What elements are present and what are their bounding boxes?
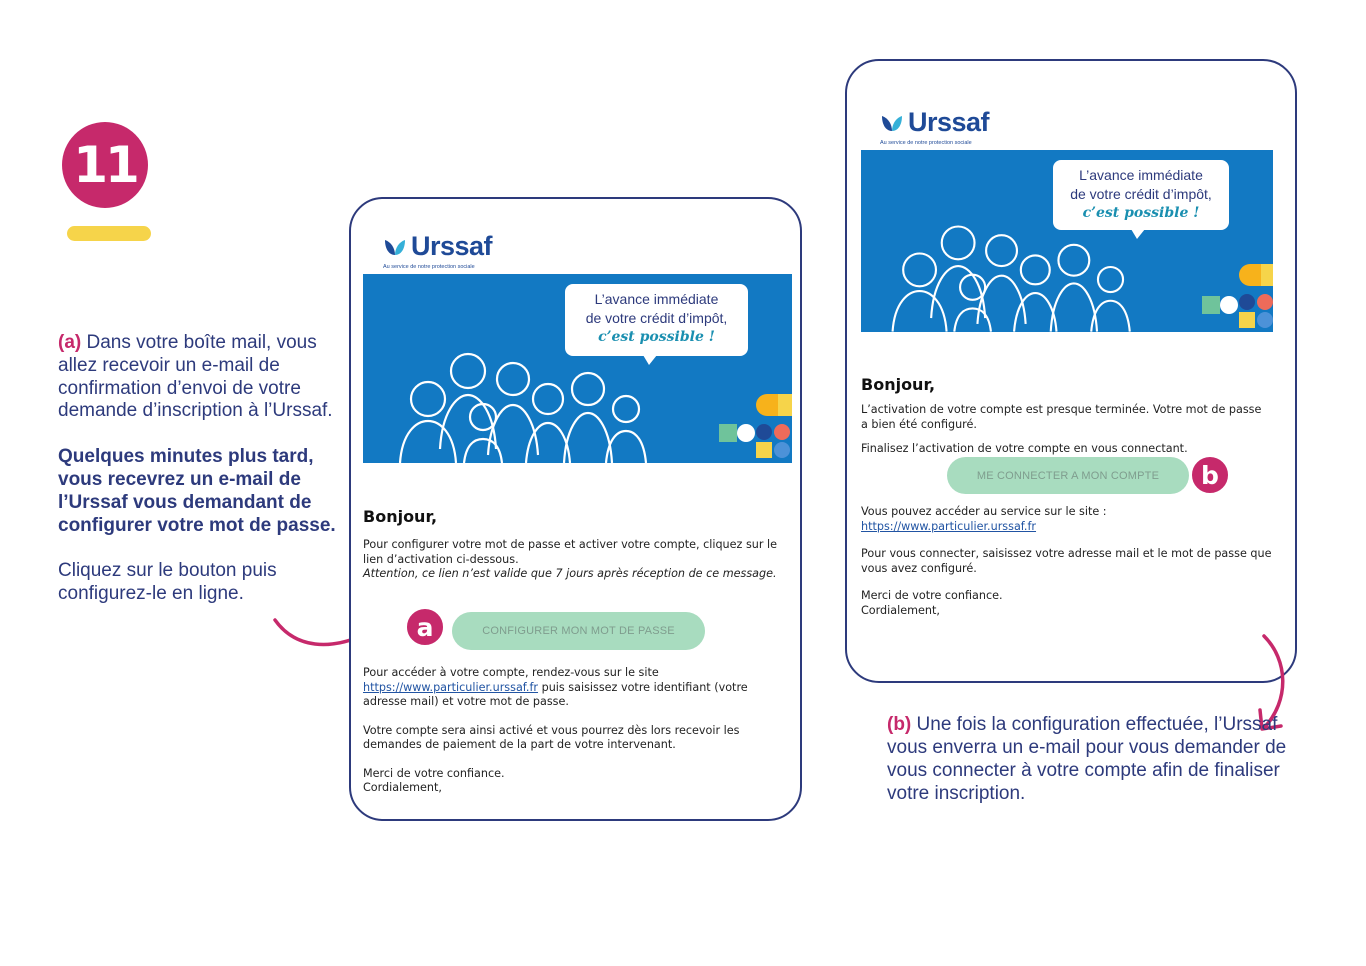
para2-a [363, 666, 791, 710]
para1-b: L’activation de votre compte est presque terminée. Votre mot de passe a bien été configuré. [861, 403, 1262, 431]
thanks-b: Merci de votre confiance. [861, 589, 1003, 602]
tag-a: (a) [58, 332, 82, 353]
para1-a: Pour configurer votre mot de passe et activer votre compte, cliquez sur le lien d’activation ci-dessous. [363, 538, 778, 566]
para3-a: Votre compte sera ainsi activé et vous pourrez dès lors recevoir les demandes de paiement de la part de votre intervenant. [363, 723, 740, 751]
banner-line-1: L’avance immédiate [594, 291, 719, 307]
warning-a: Attention, ce lien n’est valide que 7 jours après réception de ce message. [363, 567, 777, 580]
people-illustration-icon [388, 329, 668, 463]
site-link-a[interactable]: https://www.particulier.urssaf.fr [363, 680, 539, 694]
banner-line-3: c’est possible ! [598, 329, 715, 345]
instruction-click: Cliquez sur le bouton puis configurez-le en ligne. [58, 560, 277, 605]
marker-a: a [405, 607, 445, 647]
connect-account-button[interactable]: ME CONNECTER A MON COMPTE [947, 457, 1189, 494]
urssaf-logo-b [880, 107, 989, 146]
instruction-b [887, 713, 1287, 805]
email-body-a-2 [363, 666, 791, 796]
logo-word-b: Urssaf [908, 107, 990, 137]
regards-b: Cordialement, [861, 603, 940, 617]
configure-password-button[interactable]: CONFIGURER MON MOT DE PASSE [452, 612, 705, 650]
regards-a: Cordialement, [363, 781, 442, 794]
marker-b: b [1190, 455, 1230, 495]
para2-a-pre: Pour accéder à votre compte, rendez-vous sur le site [363, 666, 659, 679]
para2-a-post: puis saisissez votre identifiant (votre adresse mail) et votre mot de passe. [363, 680, 748, 708]
logo-tagline: Au service de notre protection sociale [383, 264, 475, 270]
tag-b: (b) [887, 714, 912, 735]
banner-b-line-3: c’est possible ! [1082, 205, 1200, 221]
instruction-a [58, 332, 350, 423]
promo-banner-b [861, 150, 1273, 332]
email-phone-b [845, 59, 1297, 683]
urssaf-logo [383, 231, 492, 270]
banner-line-2: de votre crédit d’impôt, [585, 310, 728, 326]
urssaf-logo-icon [383, 237, 407, 257]
step-number-badge: 11 [62, 122, 148, 208]
promo-banner [363, 274, 792, 463]
para4-b: Pour vous connecter, saisissez votre adresse mail et le mot de passe que vous avez configuré. [861, 547, 1272, 575]
email-phone-a [349, 197, 802, 821]
instruction-a-text: Dans votre boîte mail, vous allez recevoir un e-mail de confirmation d’envoi de votre demande d’inscription à l’Urssaf. [58, 332, 333, 422]
urssaf-logo-icon [880, 113, 904, 133]
instruction-bold: Quelques minutes plus tard, vous recevrez un e-mail de l’Urssaf vous demandant de configurer votre mot de passe. [58, 446, 336, 536]
para2-b: Finalisez l’activation de votre compte en vous connectant. [861, 442, 1188, 455]
step-underline-decoration [67, 226, 151, 241]
para3-b: Vous pouvez accéder au service sur le site : [861, 505, 1107, 518]
email-body-b-2 [861, 505, 1276, 618]
people-illustration-icon [881, 202, 1151, 332]
greeting-b: Bonjour, [861, 375, 936, 394]
banner-b-line-1: L’avance immédiate [1079, 167, 1203, 183]
logo-tagline-b: Au service de notre protection sociale [880, 140, 972, 146]
thanks-a: Merci de votre confiance. [363, 766, 505, 780]
site-link-b[interactable]: https://www.particulier.urssaf.fr [861, 519, 1037, 533]
logo-word: Urssaf [411, 231, 493, 261]
instructions-left [58, 332, 350, 629]
email-body-a [363, 538, 788, 582]
banner-b-line-2: de votre crédit d’impôt, [1070, 186, 1212, 202]
instruction-b-text: Une fois la configuration effectuée, l’Urssaf vous enverra un e-mail pour vous demander de vous connecter à votre compte afin de finaliser votre inscription. [887, 714, 1287, 804]
email-body-b [861, 403, 1271, 457]
greeting-a: Bonjour, [363, 507, 438, 526]
